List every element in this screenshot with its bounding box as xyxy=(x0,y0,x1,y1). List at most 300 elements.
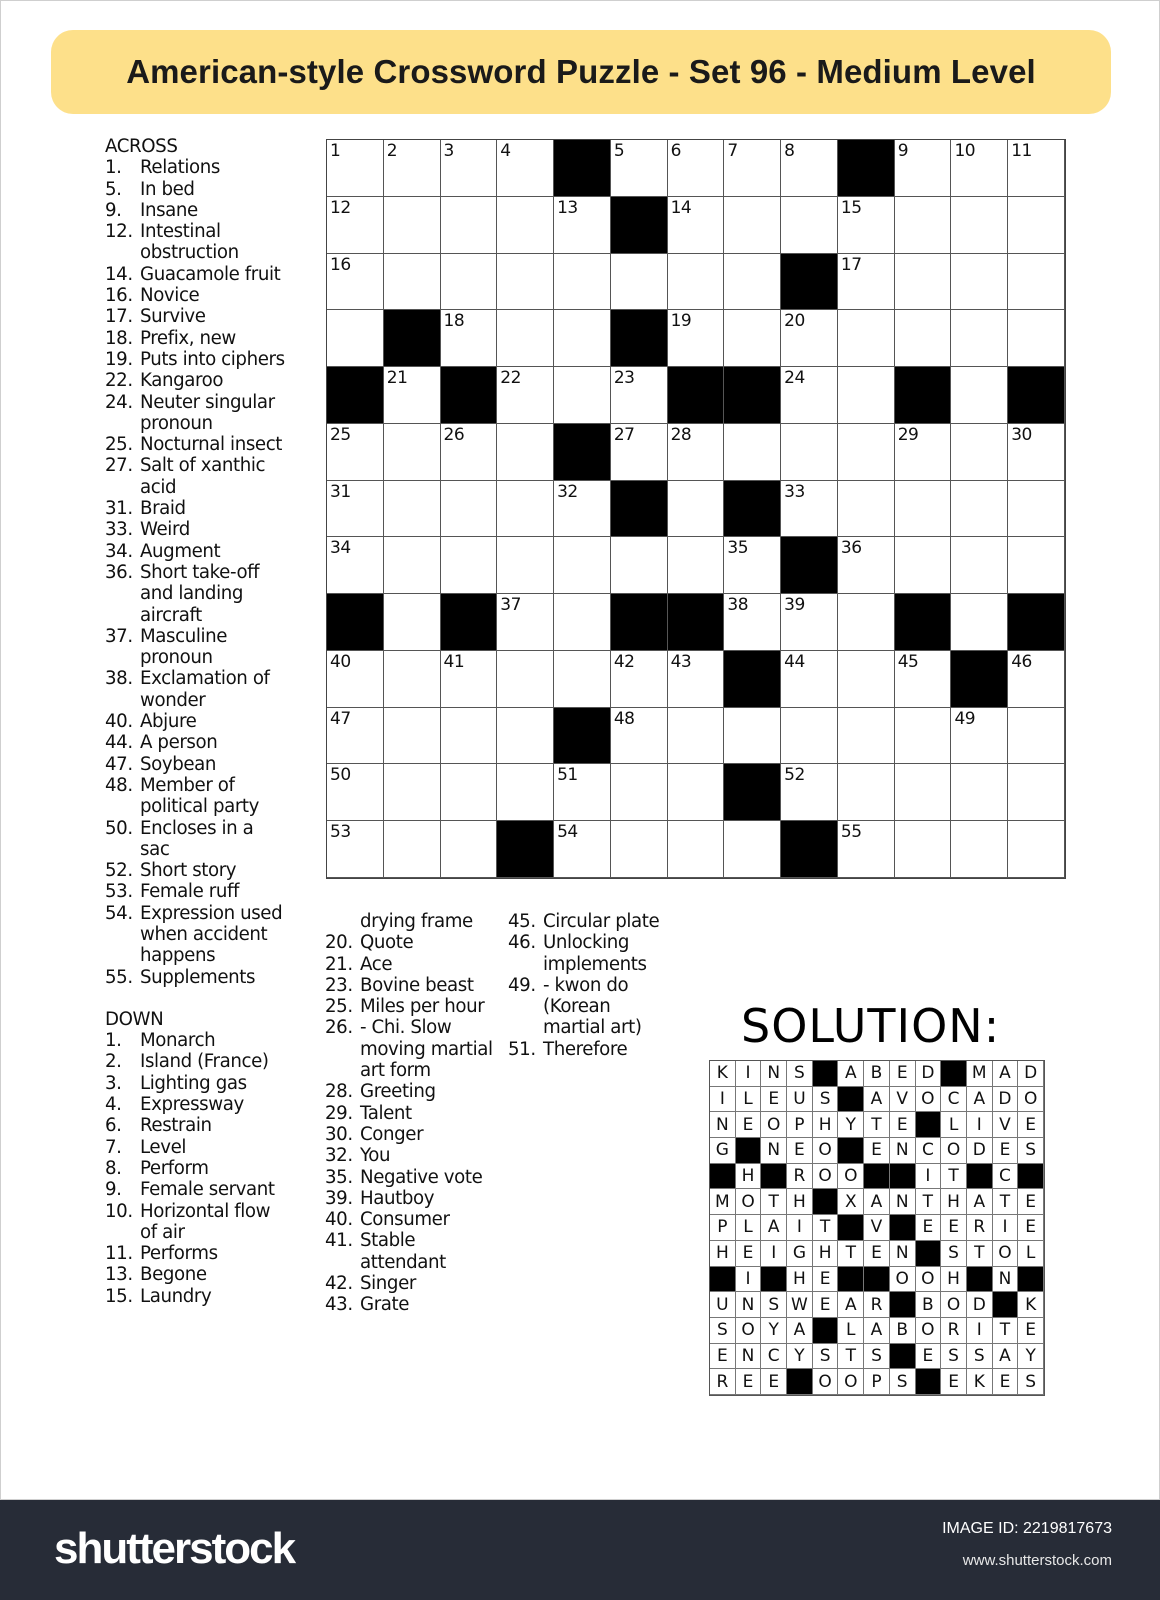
grid-cell[interactable] xyxy=(611,424,668,481)
clue-text: Survive xyxy=(140,306,206,328)
spacer xyxy=(105,988,287,1009)
grid-cell[interactable] xyxy=(1008,821,1065,878)
clue-text: Salt of xanthic acid xyxy=(140,455,266,498)
solution-cell: O xyxy=(813,1164,839,1190)
black-square xyxy=(611,197,668,254)
cell-number: 24 xyxy=(784,368,805,389)
grid-cell[interactable] xyxy=(611,140,668,197)
cell-number: 14 xyxy=(670,197,692,218)
grid-cell[interactable] xyxy=(668,651,725,708)
black-square xyxy=(668,594,725,651)
grid-cell[interactable] xyxy=(895,424,952,481)
solution-grid xyxy=(709,1060,1045,1396)
clue-number: 42. xyxy=(325,1273,353,1295)
solution-cell: C xyxy=(916,1138,942,1164)
clue-item xyxy=(325,1081,495,1102)
grid-cell[interactable] xyxy=(384,594,441,651)
cell-number: 2 xyxy=(386,141,398,161)
solution-cell: O xyxy=(736,1318,762,1344)
clue-item xyxy=(325,954,495,975)
solution-black-square xyxy=(736,1138,762,1164)
cell-number: 45 xyxy=(897,651,919,672)
grid-cell[interactable] xyxy=(384,651,441,708)
solution-cell: O xyxy=(813,1369,839,1395)
clue-text: Exclamation of wonder xyxy=(140,668,270,711)
clue-text: Puts into ciphers xyxy=(140,348,285,370)
cell-number: 7 xyxy=(727,141,738,161)
grid-cell[interactable] xyxy=(781,481,838,538)
black-square xyxy=(724,481,781,538)
clue-text: Novice xyxy=(140,285,200,307)
grid-cell[interactable] xyxy=(384,197,441,254)
grid-cell[interactable] xyxy=(554,197,611,254)
grid-cell[interactable] xyxy=(724,594,781,651)
grid-cell[interactable] xyxy=(497,764,554,821)
grid-cell[interactable] xyxy=(1008,708,1065,765)
grid-cell[interactable] xyxy=(327,481,384,538)
solution-cell: Y xyxy=(787,1344,813,1370)
grid-cell[interactable] xyxy=(327,537,384,594)
grid-cell[interactable] xyxy=(951,197,1008,254)
grid-cell[interactable] xyxy=(895,310,952,367)
solution-cell: S xyxy=(864,1344,890,1370)
cell-number: 28 xyxy=(670,424,692,445)
clue-text: Member of political party xyxy=(140,774,260,818)
grid-cell[interactable] xyxy=(384,481,441,538)
clue-item xyxy=(325,911,495,932)
clue-number: 38. xyxy=(105,668,133,690)
clue-text: Bovine beast xyxy=(360,974,474,996)
grid-cell[interactable] xyxy=(327,310,384,367)
grid-cell[interactable] xyxy=(895,821,952,878)
clue-text: Quote xyxy=(360,932,414,954)
grid-cell[interactable] xyxy=(724,708,781,765)
grid-cell[interactable] xyxy=(838,197,895,254)
black-square xyxy=(327,594,384,651)
solution-cell: D xyxy=(967,1292,993,1318)
black-square xyxy=(554,424,611,481)
grid-cell[interactable] xyxy=(327,708,384,765)
solution-cell: L xyxy=(941,1112,967,1138)
grid-cell[interactable] xyxy=(781,197,838,254)
grid-cell[interactable] xyxy=(327,424,384,481)
solution-cell: A xyxy=(993,1061,1019,1087)
clue-number: 51. xyxy=(508,1038,536,1060)
grid-cell[interactable] xyxy=(497,254,554,311)
grid-cell[interactable] xyxy=(895,197,952,254)
black-square xyxy=(951,651,1008,708)
grid-cell[interactable] xyxy=(838,537,895,594)
grid-cell[interactable] xyxy=(838,708,895,765)
solution-cell: O xyxy=(761,1112,787,1138)
grid-cell[interactable] xyxy=(951,537,1008,594)
grid-cell[interactable] xyxy=(554,537,611,594)
cell-number: 52 xyxy=(784,765,805,786)
grid-cell[interactable] xyxy=(724,537,781,594)
clue-number: 14. xyxy=(105,263,133,285)
grid-cell[interactable] xyxy=(384,254,441,311)
grid-cell[interactable] xyxy=(384,367,441,424)
grid-cell[interactable] xyxy=(327,140,384,197)
clue-text: Intestinal obstruction xyxy=(140,221,239,264)
grid-cell[interactable] xyxy=(838,254,895,311)
solution-black-square xyxy=(838,1215,864,1241)
clue-item xyxy=(105,562,287,626)
clue-item xyxy=(105,498,287,519)
solution-black-square xyxy=(967,1164,993,1190)
grid-cell[interactable] xyxy=(611,254,668,311)
clue-item xyxy=(105,1201,287,1244)
grid-cell[interactable] xyxy=(838,594,895,651)
grid-cell[interactable] xyxy=(497,651,554,708)
grid-cell[interactable] xyxy=(838,821,895,878)
cell-number: 37 xyxy=(500,595,521,616)
grid-cell[interactable] xyxy=(611,537,668,594)
grid-cell[interactable] xyxy=(1008,651,1065,708)
grid-cell[interactable] xyxy=(384,764,441,821)
black-square xyxy=(554,708,611,765)
cell-number: 25 xyxy=(330,424,351,445)
solution-cell: E xyxy=(1018,1215,1044,1241)
grid-cell[interactable] xyxy=(1008,310,1065,367)
grid-cell[interactable] xyxy=(668,537,725,594)
grid-cell[interactable] xyxy=(497,537,554,594)
grid-cell[interactable] xyxy=(384,140,441,197)
solution-cell: N xyxy=(736,1344,762,1370)
clue-number: 35. xyxy=(325,1166,353,1188)
grid-cell[interactable] xyxy=(497,310,554,367)
grid-cell[interactable] xyxy=(554,310,611,367)
grid-cell[interactable] xyxy=(1008,764,1065,821)
solution-cell: N xyxy=(761,1138,787,1164)
clue-text: Ace xyxy=(360,953,393,975)
grid-cell[interactable] xyxy=(668,708,725,765)
grid-cell[interactable] xyxy=(327,764,384,821)
grid-cell[interactable] xyxy=(895,481,952,538)
cell-number: 50 xyxy=(330,765,351,786)
solution-cell: E xyxy=(1018,1189,1044,1215)
clue-number: 1. xyxy=(105,157,122,179)
solution-cell: H xyxy=(813,1112,839,1138)
clue-number: 47. xyxy=(105,753,133,775)
grid-cell[interactable] xyxy=(327,651,384,708)
clue-item xyxy=(105,668,287,711)
grid-cell[interactable] xyxy=(441,254,498,311)
grid-cell[interactable] xyxy=(441,310,498,367)
image-id: IMAGE ID: 2219817673 xyxy=(942,1520,1112,1537)
clue-number: 55. xyxy=(105,966,133,988)
clue-item xyxy=(325,1103,495,1124)
grid-cell[interactable] xyxy=(781,367,838,424)
grid-cell[interactable] xyxy=(441,424,498,481)
grid-cell[interactable] xyxy=(895,254,952,311)
grid-cell[interactable] xyxy=(1008,140,1065,197)
clue-item xyxy=(105,1264,287,1285)
clue-item xyxy=(325,932,495,953)
cell-number: 12 xyxy=(330,197,351,218)
grid-cell[interactable] xyxy=(327,197,384,254)
clue-item xyxy=(105,775,287,818)
solution-cell: T xyxy=(993,1189,1019,1215)
clue-item xyxy=(105,881,287,902)
grid-cell[interactable] xyxy=(611,764,668,821)
solution-cell: I xyxy=(916,1164,942,1190)
grid-cell[interactable] xyxy=(668,424,725,481)
grid-cell[interactable] xyxy=(781,708,838,765)
grid-cell[interactable] xyxy=(895,537,952,594)
grid-cell[interactable] xyxy=(668,197,725,254)
clue-item xyxy=(105,157,287,178)
clue-item xyxy=(105,392,287,435)
cell-number: 22 xyxy=(500,368,521,389)
grid-cell[interactable] xyxy=(838,367,895,424)
grid-cell[interactable] xyxy=(951,310,1008,367)
black-square xyxy=(724,651,781,708)
clue-number: 54. xyxy=(105,902,133,924)
grid-cell[interactable] xyxy=(441,537,498,594)
solution-cell: T xyxy=(838,1241,864,1267)
grid-cell[interactable] xyxy=(497,367,554,424)
cell-number: 23 xyxy=(613,368,635,389)
solution-cell: E xyxy=(761,1369,787,1395)
grid-cell[interactable] xyxy=(554,594,611,651)
grid-cell[interactable] xyxy=(384,708,441,765)
grid-cell[interactable] xyxy=(1008,481,1065,538)
grid-cell[interactable] xyxy=(1008,197,1065,254)
grid-cell[interactable] xyxy=(895,140,952,197)
grid-cell[interactable] xyxy=(1008,254,1065,311)
clue-column-1 xyxy=(105,136,287,1307)
grid-cell[interactable] xyxy=(384,821,441,878)
solution-cell: O xyxy=(813,1138,839,1164)
cell-number: 5 xyxy=(613,141,625,161)
solution-cell: T xyxy=(941,1164,967,1190)
grid-cell[interactable] xyxy=(497,481,554,538)
cell-number: 31 xyxy=(330,481,351,502)
solution-cell: N xyxy=(890,1241,916,1267)
solution-cell: Y xyxy=(761,1318,787,1344)
cell-number: 8 xyxy=(784,141,795,161)
clue-text: Perform xyxy=(140,1157,209,1179)
solution-cell: A xyxy=(761,1215,787,1241)
stock-footer xyxy=(0,1500,1160,1600)
black-square xyxy=(441,367,498,424)
clue-text: Encloses in a sac xyxy=(140,817,254,860)
solution-cell: E xyxy=(993,1369,1019,1395)
grid-cell[interactable] xyxy=(951,254,1008,311)
grid-cell[interactable] xyxy=(838,481,895,538)
grid-cell[interactable] xyxy=(384,424,441,481)
clue-number: 46. xyxy=(508,932,536,954)
grid-cell[interactable] xyxy=(668,821,725,878)
grid-cell[interactable] xyxy=(781,140,838,197)
grid-cell[interactable] xyxy=(611,708,668,765)
grid-cell[interactable] xyxy=(441,197,498,254)
clue-number: 40. xyxy=(105,711,133,733)
grid-cell[interactable] xyxy=(668,254,725,311)
clue-number: 37. xyxy=(105,625,133,647)
clue-number: 32. xyxy=(325,1145,353,1167)
grid-cell[interactable] xyxy=(724,197,781,254)
clue-number: 23. xyxy=(325,974,353,996)
grid-cell[interactable] xyxy=(1008,537,1065,594)
grid-cell[interactable] xyxy=(724,821,781,878)
cell-number: 55 xyxy=(840,822,862,843)
solution-black-square xyxy=(813,1061,839,1087)
grid-cell[interactable] xyxy=(497,594,554,651)
grid-cell[interactable] xyxy=(441,481,498,538)
solution-cell: K xyxy=(710,1061,736,1087)
grid-cell[interactable] xyxy=(554,367,611,424)
solution-cell: W xyxy=(787,1292,813,1318)
grid-cell[interactable] xyxy=(951,481,1008,538)
clue-number: 9. xyxy=(105,199,122,221)
grid-cell[interactable] xyxy=(781,651,838,708)
clue-number xyxy=(325,911,360,932)
grid-cell[interactable] xyxy=(441,708,498,765)
cell-number: 44 xyxy=(784,651,805,672)
clue-item xyxy=(105,541,287,562)
grid-cell[interactable] xyxy=(951,424,1008,481)
solution-cell: S xyxy=(813,1344,839,1370)
solution-cell: I xyxy=(993,1215,1019,1241)
grid-cell[interactable] xyxy=(384,537,441,594)
grid-cell[interactable] xyxy=(724,140,781,197)
clue-text: Stable attendant xyxy=(360,1230,446,1273)
grid-cell[interactable] xyxy=(611,651,668,708)
solution-cell: L xyxy=(838,1318,864,1344)
cell-number: 20 xyxy=(784,311,805,332)
grid-cell[interactable] xyxy=(668,310,725,367)
grid-cell[interactable] xyxy=(668,140,725,197)
cell-number: 41 xyxy=(443,651,465,672)
grid-cell[interactable] xyxy=(611,821,668,878)
grid-cell[interactable] xyxy=(838,424,895,481)
grid-cell[interactable] xyxy=(781,310,838,367)
grid-cell[interactable] xyxy=(441,764,498,821)
solution-cell: H xyxy=(787,1267,813,1293)
grid-cell[interactable] xyxy=(951,764,1008,821)
grid-cell[interactable] xyxy=(838,651,895,708)
clue-text: Supplements xyxy=(140,966,256,988)
site-url: www.shutterstock.com xyxy=(962,1552,1112,1569)
grid-cell[interactable] xyxy=(554,651,611,708)
grid-cell[interactable] xyxy=(668,481,725,538)
cell-number: 10 xyxy=(954,141,976,161)
black-square xyxy=(1008,367,1065,424)
grid-cell[interactable] xyxy=(497,708,554,765)
grid-cell[interactable] xyxy=(441,821,498,878)
grid-cell[interactable] xyxy=(951,140,1008,197)
solution-cell: E xyxy=(864,1138,890,1164)
grid-cell[interactable] xyxy=(951,594,1008,651)
grid-cell[interactable] xyxy=(554,821,611,878)
solution-cell: K xyxy=(967,1369,993,1395)
across-clue-list xyxy=(105,157,287,988)
grid-cell[interactable] xyxy=(1008,424,1065,481)
clue-item xyxy=(105,732,287,753)
clue-number: 48. xyxy=(105,774,133,796)
clue-item xyxy=(105,1158,287,1179)
grid-cell[interactable] xyxy=(327,821,384,878)
cell-number: 13 xyxy=(557,197,578,218)
solution-cell: D xyxy=(916,1061,942,1087)
grid-cell[interactable] xyxy=(724,424,781,481)
grid-cell[interactable] xyxy=(497,197,554,254)
grid-cell[interactable] xyxy=(668,764,725,821)
cell-number: 18 xyxy=(443,311,465,332)
clue-number: 8. xyxy=(105,1157,122,1179)
grid-cell[interactable] xyxy=(554,481,611,538)
clue-item xyxy=(325,1145,495,1166)
cell-number: 53 xyxy=(330,822,351,843)
cell-number: 35 xyxy=(727,538,749,559)
grid-cell[interactable] xyxy=(554,764,611,821)
solution-cell: T xyxy=(916,1189,942,1215)
black-square xyxy=(724,367,781,424)
clue-text: Laundry xyxy=(140,1285,212,1307)
solution-cell: D xyxy=(1018,1061,1044,1087)
grid-cell[interactable] xyxy=(895,708,952,765)
grid-cell[interactable] xyxy=(441,651,498,708)
grid-cell[interactable] xyxy=(611,367,668,424)
solution-cell: B xyxy=(864,1061,890,1087)
grid-cell[interactable] xyxy=(724,254,781,311)
cell-number: 19 xyxy=(670,311,692,332)
clue-item xyxy=(325,975,495,996)
grid-cell[interactable] xyxy=(327,254,384,311)
grid-cell[interactable] xyxy=(838,310,895,367)
clue-item xyxy=(105,1073,287,1094)
clue-item xyxy=(105,1115,287,1136)
solution-black-square xyxy=(890,1164,916,1190)
grid-cell[interactable] xyxy=(951,367,1008,424)
grid-cell[interactable] xyxy=(951,708,1008,765)
cell-number: 16 xyxy=(330,254,351,275)
solution-black-square xyxy=(1018,1164,1044,1190)
solution-black-square xyxy=(710,1267,736,1293)
clue-text: In bed xyxy=(140,178,195,200)
grid-cell[interactable] xyxy=(497,424,554,481)
black-square xyxy=(611,594,668,651)
solution-cell: O xyxy=(916,1087,942,1113)
grid-cell[interactable] xyxy=(554,254,611,311)
grid-cell[interactable] xyxy=(781,594,838,651)
grid-cell[interactable] xyxy=(497,140,554,197)
grid-cell[interactable] xyxy=(951,821,1008,878)
clue-number: 25. xyxy=(325,996,353,1018)
clue-text: Unlocking implements xyxy=(543,932,647,975)
clue-number: 16. xyxy=(105,285,133,307)
grid-cell[interactable] xyxy=(838,764,895,821)
clue-text: Horizontal flow of air xyxy=(140,1200,271,1243)
clue-number: 4. xyxy=(105,1094,122,1116)
solution-cell: T xyxy=(838,1344,864,1370)
grid-cell[interactable] xyxy=(781,424,838,481)
grid-cell[interactable] xyxy=(781,764,838,821)
solution-cell: S xyxy=(710,1318,736,1344)
grid-cell[interactable] xyxy=(895,651,952,708)
solution-black-square xyxy=(813,1318,839,1344)
clue-text: Weird xyxy=(140,519,190,541)
brand-logo: shutterstock xyxy=(54,1524,295,1573)
cell-number: 32 xyxy=(557,481,578,502)
solution-cell: V xyxy=(993,1112,1019,1138)
black-square xyxy=(554,140,611,197)
grid-cell[interactable] xyxy=(724,310,781,367)
grid-cell[interactable] xyxy=(895,764,952,821)
grid-cell[interactable] xyxy=(441,140,498,197)
